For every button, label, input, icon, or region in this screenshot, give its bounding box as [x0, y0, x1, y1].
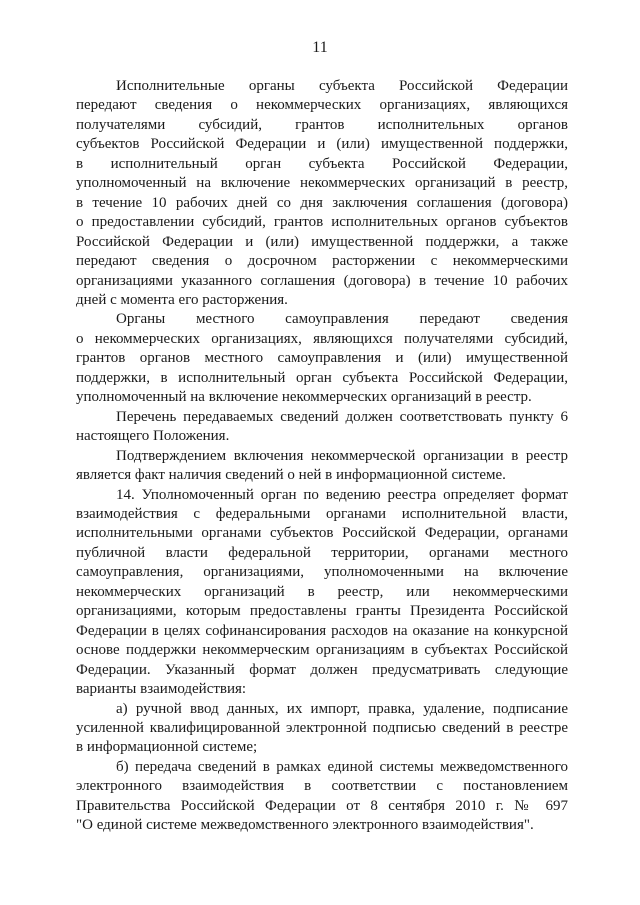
text-line: Органы местного самоуправления передают сведения [116, 311, 568, 328]
text-line: а) ручной ввод данных, их импорт, правка, удаление, подписание [116, 700, 568, 717]
text-line: "О единой системе межведомственного электронного взаимодействия". [76, 817, 534, 834]
text-line: Правительства Российской Федерации от 8 сентября 2010 г. № 697 [76, 797, 568, 814]
text-line: усиленной квалифицированной электронной подписью сведений в реестре [76, 719, 568, 736]
text-line: поддержки, в исполнительный орган субъекта Российской Федерации, [76, 369, 568, 386]
text-line: в течение 10 рабочих дней со дня заключения соглашения (договора) [76, 194, 568, 211]
text-line: б) передача сведений в рамках единой системы межведомственного [116, 758, 568, 775]
paragraph [76, 408, 568, 447]
paragraph [76, 486, 568, 700]
text-line: грантов органов местного самоуправления и (или) имущественной [76, 350, 568, 367]
text-line: варианты взаимодействия: [76, 681, 247, 698]
text-line: взаимодействия с федеральными органами исполнительной власти, [76, 505, 568, 522]
text-line: Подтверждением включения некоммерческой организации в реестр [116, 447, 568, 464]
text-line: в информационной системе; [76, 739, 258, 756]
paragraph [76, 310, 568, 407]
text-line: публичной власти федеральной территории, органами местного [76, 544, 568, 561]
text-line: 14. Уполномоченный орган по ведению реестра определяет формат [116, 486, 568, 503]
text-line: Федерации в целях софинансирования расходов на оказание на конкурсной [76, 622, 568, 639]
text-line: Российской Федерации и (или) имущественной поддержки, а также [76, 233, 568, 250]
document-body [76, 77, 568, 836]
text-line: о предоставлении субсидий, грантов исполнительных органов субъектов [76, 214, 568, 231]
text-line: получателями субсидий, грантов исполнительных органов [76, 116, 568, 133]
text-line: исполнительными органами субъектов Российской Федерации, органами [76, 525, 568, 542]
text-line: электронного взаимодействия в соответствии с постановлением [76, 778, 568, 795]
text-line: организациями указанного соглашения (договора) в течение 10 рабочих [76, 272, 568, 289]
text-line: передают сведения о некоммерческих организациях, являющихся [76, 97, 568, 114]
text-line: уполномоченный на включение некоммерческих организаций в реестр, [76, 175, 568, 192]
paragraph [76, 447, 568, 486]
text-line: настоящего Положения. [76, 428, 230, 445]
text-line: некоммерческих организаций в реестр, или некоммерческими [76, 583, 568, 600]
text-line: о некоммерческих организациях, являющихся получателями субсидий, [76, 330, 568, 347]
text-line: передают сведения о досрочном расторжении с некоммерческими [76, 253, 568, 270]
paragraph [76, 700, 568, 758]
text-line: Перечень передаваемых сведений должен соответствовать пункту 6 [116, 408, 568, 425]
text-line: самоуправления, организациями, уполномоченными на включение [76, 564, 568, 581]
page-number: 11 [312, 39, 328, 56]
text-line: в исполнительный орган субъекта Российской Федерации, [76, 155, 568, 172]
paragraph [76, 758, 568, 836]
text-line: уполномоченный на включение некоммерческих организаций в реестр. [76, 389, 532, 406]
text-line: дней с момента его расторжения. [76, 291, 288, 308]
text-line: организациями, которым предоставлены гранты Президента Российской [76, 603, 568, 620]
text-line: основе поддержки некоммерческим организациям в субъектах Российской [76, 642, 568, 659]
text-line: Федерации. Указанный формат должен предусматривать следующие [76, 661, 568, 678]
text-line: Исполнительные органы субъекта Российской Федерации [116, 78, 568, 94]
text-line: является факт наличия сведений о ней в информационной системе. [76, 467, 506, 484]
text-line: субъектов Российской Федерации и (или) имущественной поддержки, [76, 136, 568, 153]
paragraph [76, 77, 568, 310]
